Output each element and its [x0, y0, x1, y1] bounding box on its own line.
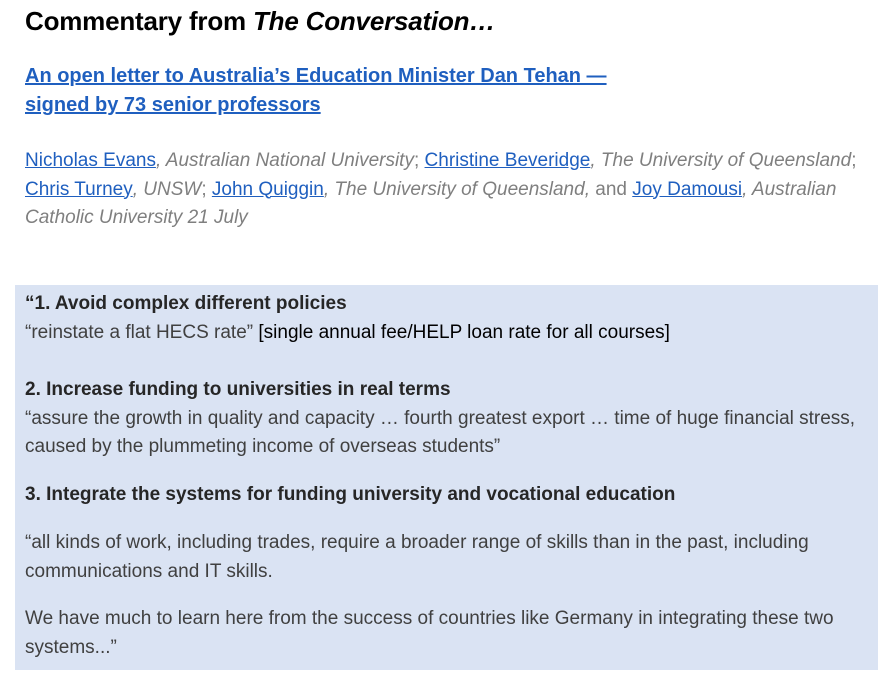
author-affiliation: , Australian National University: [155, 150, 414, 171]
point-1: [25, 290, 865, 347]
article-link-line-2: signed by 73 senior professors: [25, 94, 321, 116]
author-affiliation: , UNSW: [132, 178, 202, 200]
point-3-continuation: We have much to learn here from the success of countries like Germany in integrating these two systems...”: [25, 608, 834, 658]
quote-box: [15, 285, 878, 670]
point-3-quote-block: [25, 529, 865, 586]
author-link-damousi[interactable]: Joy Damousi: [632, 178, 743, 200]
author-link-evans[interactable]: Nicholas Evans: [25, 150, 156, 171]
author-affiliation: , The University of Queensland: [590, 150, 852, 171]
author-affiliation: , The University of Queensland,: [323, 178, 590, 200]
author-affiliation-date: , Australian Catholic University 21 July: [25, 178, 837, 228]
author-link-turney[interactable]: Chris Turney: [25, 178, 133, 200]
title-publication: The Conversation…: [252, 6, 496, 36]
point-3-continuation-block: [25, 605, 865, 662]
point-3-quote: “all kinds of work, including trades, require a broader range of skills than in the past, including communications and IT skills.: [25, 532, 809, 582]
author-link-beveridge[interactable]: Christine Beveridge: [424, 150, 591, 171]
point-2-heading: 2. Increase funding to universities in real terms: [25, 379, 451, 400]
and-connector: and: [589, 178, 633, 200]
article-title-link[interactable]: [25, 62, 685, 120]
point-1-quote: “reinstate a flat HECS rate”: [25, 321, 259, 343]
point-3-heading-block: [25, 481, 865, 510]
article-link-line-1: An open letter to Australia’s Education Minister Dan Tehan —: [25, 65, 607, 87]
point-2-quote: “assure the growth in quality and capacity … fourth greatest export … time of huge financial stress, caused by the plummeting income of overseas students”: [25, 407, 856, 457]
page-title: [25, 6, 495, 37]
author-link-quiggin[interactable]: John Quiggin: [211, 178, 324, 200]
point-1-note: [single annual fee/HELP loan rate for all courses]: [258, 321, 670, 343]
author-byline: Nicholas Evans, Australian National University; Christine Beveridge, The University of Queensland; Chris Turney, UNSW; John Quiggin, The University of Queensland, and Joy Damousi, Australian Catholic University 21 July: [25, 150, 857, 228]
point-3-heading: 3. Integrate the systems for funding university and vocational education: [25, 484, 676, 505]
point-1-heading: “1. Avoid complex different policies: [25, 293, 347, 314]
point-2: [25, 376, 865, 462]
title-prefix: Commentary from: [25, 6, 253, 36]
